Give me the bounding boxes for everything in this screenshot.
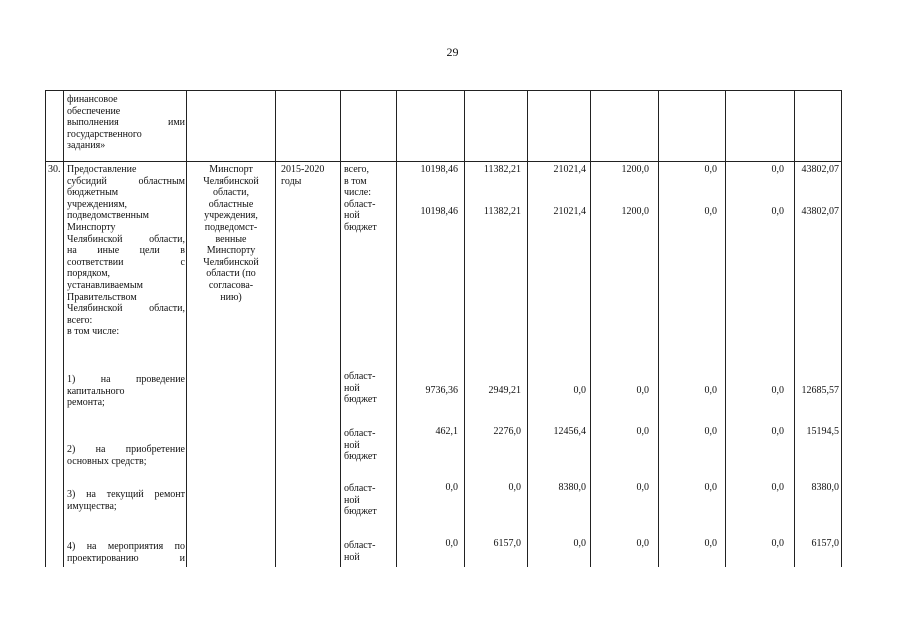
subitem-3-value-2020: 0,0 — [771, 482, 784, 493]
col-divider — [396, 91, 397, 567]
value-2018-regional: 1200,0 — [621, 206, 649, 217]
subitem-4-value-2018: 0,0 — [636, 538, 649, 549]
subitem-3-value-sum: 8380,0 — [811, 482, 839, 493]
subitem-3-value-2015: 0,0 — [445, 482, 458, 493]
subitem-2-value-2015: 462,1 — [435, 426, 458, 437]
subitem-1-text: 1) на проведение капитального ремонта; — [67, 374, 185, 409]
subitem-3-value-2019: 0,0 — [704, 482, 717, 493]
value-2016-regional: 11382,21 — [483, 206, 521, 217]
value-2017-total: 21021,4 — [553, 164, 586, 175]
subitem-1-value-2015: 9736,36 — [425, 385, 458, 396]
subitem-2-value-2020: 0,0 — [771, 426, 784, 437]
subitem-4-value-sum: 6157,0 — [811, 538, 839, 549]
subitem-2-value-2016: 2276,0 — [493, 426, 521, 437]
value-2018-total: 1200,0 — [621, 164, 649, 175]
col-divider — [658, 91, 659, 567]
value-2017-regional: 21021,4 — [553, 206, 586, 217]
subitem-2-text: 2) на приобретение основных средств; — [67, 444, 185, 467]
value-2019-total: 0,0 — [704, 164, 717, 175]
col-divider — [340, 91, 341, 567]
budget-table — [45, 90, 842, 567]
col-divider — [63, 91, 64, 567]
value-2019-regional: 0,0 — [704, 206, 717, 217]
subitem-3-value-2017: 8380,0 — [558, 482, 586, 493]
subitem-2-value-2019: 0,0 — [704, 426, 717, 437]
subitem-3-value-2016: 0,0 — [508, 482, 521, 493]
subitem-1-value-2017: 0,0 — [573, 385, 586, 396]
subitem-1-value-2019: 0,0 — [704, 385, 717, 396]
subitem-4-value-2017: 0,0 — [573, 538, 586, 549]
subitem-1-value-2016: 2949,21 — [488, 385, 521, 396]
value-2015-regional: 10198,46 — [420, 206, 458, 217]
subitem-1-value-sum: 12685,57 — [801, 385, 839, 396]
col-divider — [527, 91, 528, 567]
value-sum-regional: 43802,07 — [801, 206, 839, 217]
value-sum-total: 43802,07 — [801, 164, 839, 175]
col-divider — [464, 91, 465, 567]
prev-row-text: финансовое обеспечение выполнения ими государственного задания» — [67, 94, 185, 152]
subitem-4-value-2020: 0,0 — [771, 538, 784, 549]
subitem-1-value-2020: 0,0 — [771, 385, 784, 396]
subitem-2-value-2017: 12456,4 — [553, 426, 586, 437]
subitem-2-value-2018: 0,0 — [636, 426, 649, 437]
subitem-4-source: област- ной — [344, 540, 376, 563]
col-divider — [275, 91, 276, 567]
subitem-2-source: област- ной бюджет — [344, 428, 377, 463]
page-number: 29 — [446, 45, 459, 59]
subitem-3-value-2018: 0,0 — [636, 482, 649, 493]
subitem-4-text: 4) на мероприятия по проектированию и — [67, 541, 185, 564]
subitem-4-value-2016: 6157,0 — [493, 538, 521, 549]
value-2020-regional: 0,0 — [771, 206, 784, 217]
value-2015-total: 10198,46 — [420, 164, 458, 175]
period: 2015-2020 годы — [281, 164, 325, 187]
col-divider — [725, 91, 726, 567]
value-2020-total: 0,0 — [771, 164, 784, 175]
subitem-4-value-2015: 0,0 — [445, 538, 458, 549]
row-divider — [46, 161, 841, 162]
row-number: 30. — [48, 164, 61, 175]
funding-source-total: всего, в том числе: област- ной бюджет — [344, 164, 377, 233]
subitem-4-value-2019: 0,0 — [704, 538, 717, 549]
subitem-3-text: 3) на текущий ремонт имущества; — [67, 489, 185, 512]
col-divider — [186, 91, 187, 567]
col-divider — [590, 91, 591, 567]
executor: Минспорт Челябинской области, областные учреждения, подведомст- венные Минспорту Челябинской области (по согласова- нию) — [203, 164, 259, 303]
subitem-1-value-2018: 0,0 — [636, 385, 649, 396]
row-description: Предоставление субсидий областным бюджетным учреждениям, подведомственным Минспорту Челябинской области, на иные цели в соответствии с порядком, устанавливаемым Правительством Челябинской области, всего: в том числе: — [67, 164, 185, 338]
subitem-1-source: област- ной бюджет — [344, 371, 377, 406]
subitem-3-source: област- ной бюджет — [344, 483, 377, 518]
col-divider — [794, 91, 795, 567]
subitem-2-value-sum: 15194,5 — [806, 426, 839, 437]
value-2016-total: 11382,21 — [483, 164, 521, 175]
